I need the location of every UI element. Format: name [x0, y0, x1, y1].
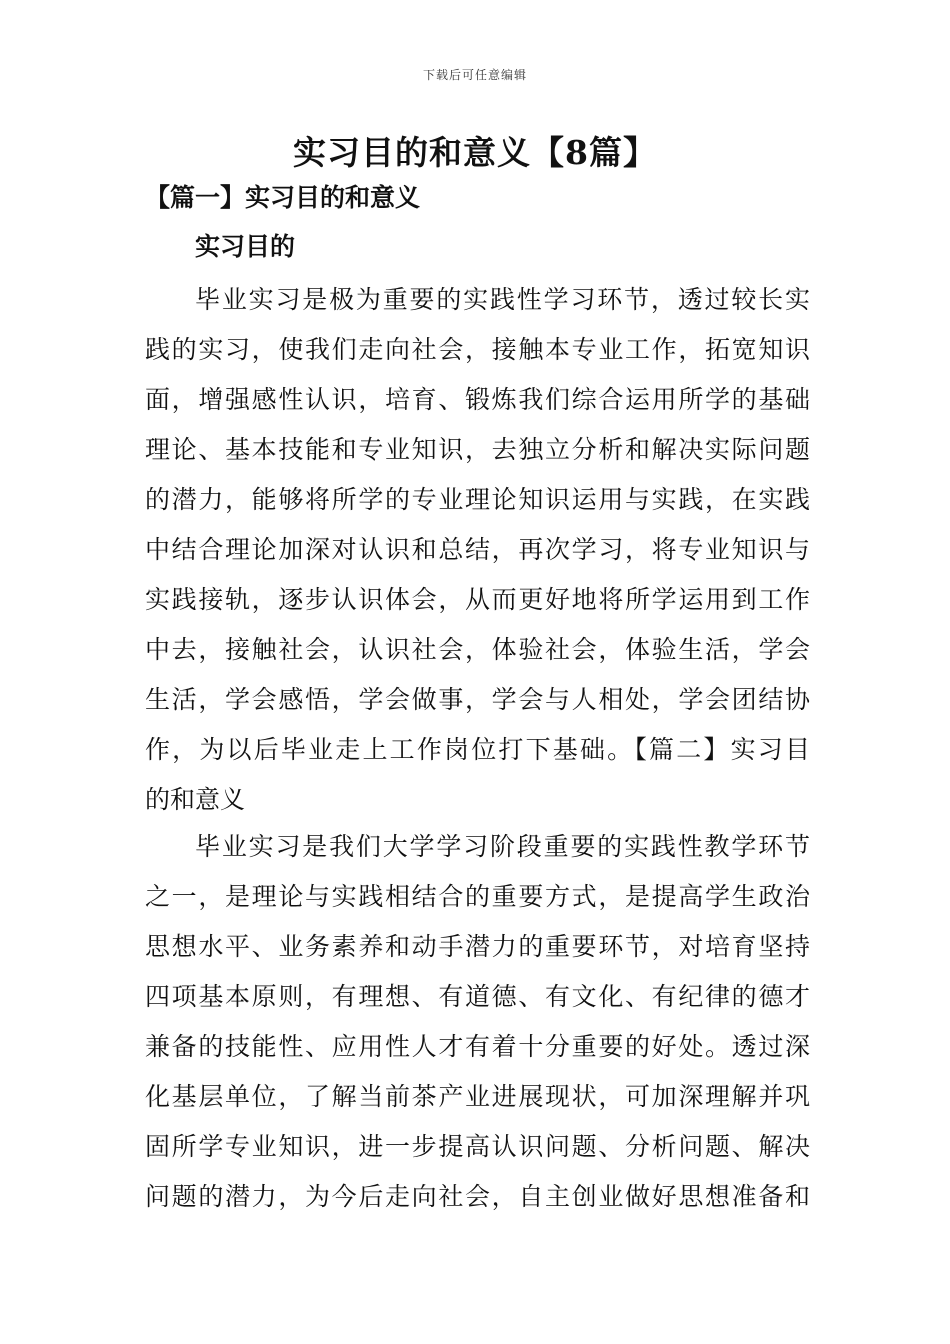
paragraph-line: 固所学专业知识，进一步提高认识问题、分析问题、解决: [145, 1132, 810, 1161]
paragraph-line: 毕业实习是极为重要的实践性学习环节，透过较长实: [195, 285, 810, 314]
paragraph-line: 中结合理论加深对认识和总结，再次学习，将专业知识与: [145, 535, 810, 564]
subheading: 实习目的: [195, 232, 296, 261]
paragraph-line: 化基层单位，了解当前茶产业进展现状，可加深理解并巩: [145, 1082, 810, 1111]
paragraph-line: 的潜力，能够将所学的专业理论知识运用与实践，在实践: [145, 485, 810, 514]
paragraph-line: 作，为以后毕业走上工作岗位打下基础。【篇二】实习目: [145, 735, 810, 764]
paragraph-line: 的和意义: [145, 785, 246, 814]
section-heading: 【篇一】实习目的和意义: [145, 183, 421, 212]
paragraph-line: 践的实习，使我们走向社会，接触本专业工作，拓宽知识: [145, 335, 810, 364]
paragraph-line: 生活，学会感悟，学会做事，学会与人相处，学会团结协: [145, 685, 810, 714]
paragraph-line: 四项基本原则，有理想、有道德、有文化、有纪律的德才: [145, 982, 810, 1011]
paragraph-line: 毕业实习是我们大学学习阶段重要的实践性教学环节: [195, 832, 810, 861]
paragraph-line: 面，增强感性认识，培育、锻炼我们综合运用所学的基础: [145, 385, 810, 414]
paragraph-line: 问题的潜力，为今后走向社会，自主创业做好思想准备和: [145, 1182, 810, 1211]
paragraph-line: 中去，接触社会，认识社会，体验社会，体验生活，学会: [145, 635, 810, 664]
page-title: 实习目的和意义【8篇】: [293, 133, 657, 172]
paragraph-line: 理论、基本技能和专业知识，去独立分析和解决实际问题: [145, 435, 810, 464]
paragraph-1: [145, 275, 810, 825]
paragraph-2: [145, 822, 810, 1222]
paragraph-line: 兼备的技能性、应用性人才有着十分重要的好处。透过深: [145, 1032, 810, 1061]
header-note: 下载后可任意编辑: [422, 68, 527, 82]
paragraph-line: 之一，是理论与实践相结合的重要方式，是提高学生政治: [145, 882, 810, 911]
paragraph-line: 实践接轨，逐步认识体会，从而更好地将所学运用到工作: [145, 585, 810, 614]
paragraph-line: 思想水平、业务素养和动手潜力的重要环节，对培育坚持: [145, 932, 810, 961]
